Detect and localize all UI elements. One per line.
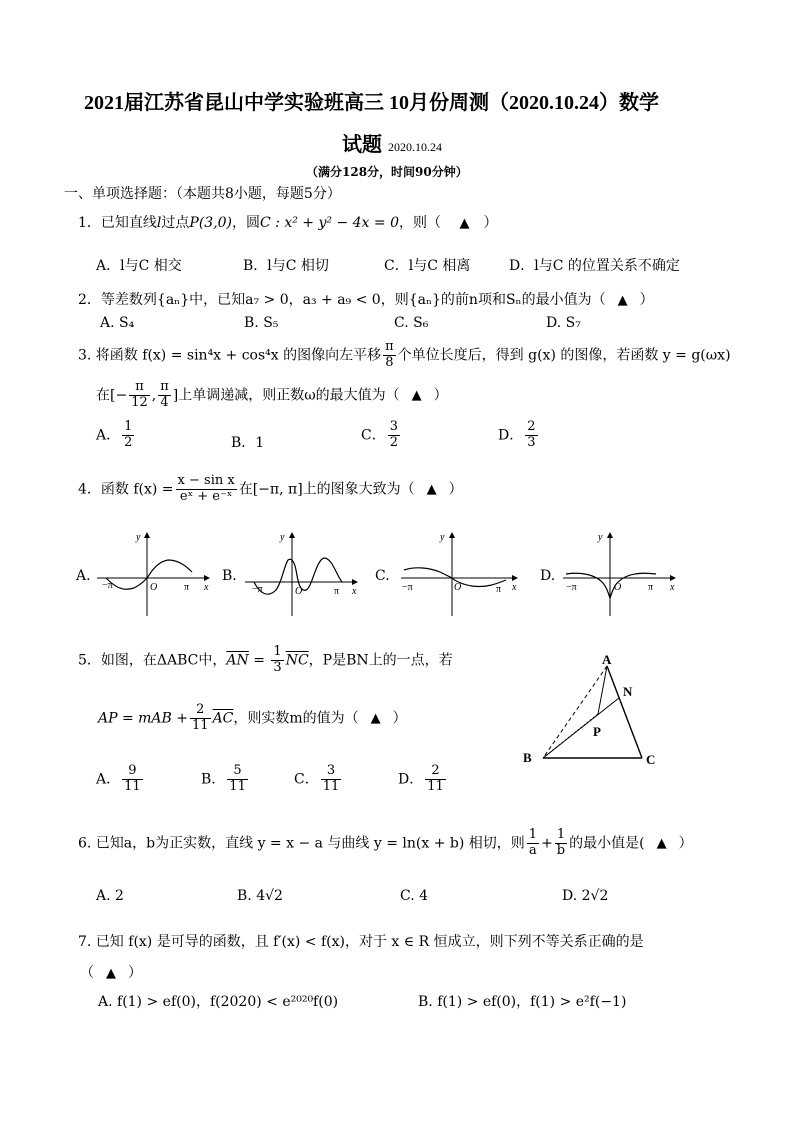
svg-text:O: O — [150, 582, 158, 593]
question-6-option-b: B. 4√2 — [237, 888, 283, 904]
svg-text:O: O — [454, 582, 462, 593]
svg-text:O: O — [614, 582, 622, 593]
question-5-option-c: C． $\frac{3}{11}$ — [294, 763, 340, 794]
svg-text:B: B — [523, 750, 532, 765]
graph-b — [240, 530, 360, 620]
question-6-stem: 6. 已知a，b为正实数，直线 y = x − a 与曲线 y = ln(x + b) 相切，则 $\frac{1}{a}$ + $\frac{1}{b}$ 的最小值是( ▲ ） — [78, 827, 693, 858]
svg-text:y: y — [440, 532, 445, 543]
question-7-stem: 7. 已知 f(x) 是可导的函数，且 f′(x) < f(x)，对于 x ∈ R 恒成立，则下列不等关系正确的是 — [78, 934, 644, 950]
answer-mark: ▲ — [106, 966, 116, 981]
graph-label-d: D. — [540, 568, 556, 584]
answer-mark: ▲ — [411, 388, 422, 404]
question-2-option-d: D. S₇ — [546, 315, 581, 331]
answer-mark: ▲ — [459, 216, 470, 231]
question-2-stem: 2．等差数列{aₙ}中，已知a₇ > 0，a₃ + a₉ < 0，则{aₙ}的前n项和Sₙ的最小值为（ ▲ ） — [78, 292, 654, 308]
question-1-option-d: D．l与C 的位置关系不确定 — [509, 258, 680, 274]
question-2-option-a: A. S₄ — [100, 315, 135, 331]
answer-mark: ▲ — [617, 293, 628, 308]
question-6-option-c: C. 4 — [400, 888, 429, 904]
svg-text:π: π — [334, 586, 340, 597]
question-6-option-d: D. 2√2 — [562, 888, 609, 904]
svg-text:y: y — [280, 532, 285, 543]
question-3-line-2: 在[− $\frac{\pi}{12}$ , $\frac{\pi}{4}$ ]上单调递减，则正数ω的最大值为（ ▲ ） — [96, 379, 448, 410]
answer-mark: ▲ — [370, 711, 381, 727]
page-title — [84, 86, 659, 115]
question-6-option-a: A. 2 — [96, 888, 124, 904]
svg-text:x: x — [670, 582, 675, 593]
svg-text:O: O — [295, 586, 303, 597]
answer-mark: ▲ — [656, 836, 667, 852]
question-3-option-d: D． $\frac{2}{3}$ — [498, 419, 536, 450]
question-1-stem: 1．已知直线l过点P(3,0)，圆C : x² + y² − 4x = 0，则（ ▲ ） — [78, 215, 498, 231]
triangle-figure — [518, 650, 668, 770]
svg-text:A: A — [602, 652, 612, 667]
svg-text:y: y — [136, 532, 141, 543]
svg-text:π: π — [496, 584, 502, 595]
question-3-option-a: A． $\frac{1}{2}$ — [96, 419, 133, 450]
graph-label-c: C. — [375, 568, 390, 584]
question-5-option-a: A． $\frac{9}{11}$ — [96, 763, 141, 794]
question-5-line-2: AP = mAB + $\frac{2}{11}$ $\overline{AC}$，则实数m的值为（ ▲ ） — [98, 702, 407, 733]
question-2-option-b: B. S₅ — [244, 315, 279, 331]
question-5-option-b: B． $\frac{5}{11}$ — [201, 763, 246, 794]
svg-text:x: x — [352, 586, 357, 597]
graph-label-b: B. — [222, 568, 237, 584]
question-5-stem: 5．如图，在ΔABC中，$\overline{AN}$ = $\frac{1}{3}$ $\overline{NC}$，P是BN上的一点，若 — [78, 644, 453, 675]
question-7-option-b: B. f(1) > ef(0)，f(1) > e²f(−1) — [418, 994, 627, 1010]
question-1-option-a: A．l与C 相交 — [96, 258, 182, 274]
svg-text:x: x — [204, 582, 209, 593]
question-3-option-c: C． $\frac{3}{2}$ — [361, 419, 398, 450]
title-line-1: 2021届江苏省昆山中学实验班高三 10月份周测（2020.10.24）数学 — [84, 92, 659, 114]
question-3-option-b: B．1 — [231, 435, 265, 451]
graph-a — [92, 530, 212, 620]
question-4-stem: 4．函数 f(x) = $\frac{\text{x − sin x}}{\text{eˣ + e⁻ˣ}}$ 在[−π, π]上的图象大致为（ ▲ ） — [78, 473, 463, 504]
title-date: 2020.10.24 — [388, 140, 442, 154]
question-5-option-d: D． $\frac{2}{11}$ — [398, 763, 444, 794]
svg-text:−π: −π — [102, 580, 113, 591]
graph-d — [558, 530, 678, 620]
svg-text:−π: −π — [566, 582, 577, 593]
svg-text:N: N — [623, 684, 633, 699]
svg-text:x: x — [512, 582, 517, 593]
question-2-option-c: C. S₆ — [394, 315, 429, 331]
svg-text:y: y — [598, 532, 603, 543]
section-heading: 一、单项选择题：（本题共8小题，每题5分） — [64, 186, 341, 202]
svg-text:−π: −π — [252, 584, 263, 595]
svg-text:P: P — [593, 724, 601, 739]
exam-subtitle: （满分128分，时间90分钟） — [306, 165, 468, 179]
question-3-stem: 3. 将函数 f(x) = sin⁴x + cos⁴x 的图像向左平移 $\frac{\pi}{8}$ 个单位长度后，得到 g(x) 的图像，若函数 y = g(ωx) — [78, 339, 731, 370]
question-7-paren: （ ▲ ） — [80, 965, 142, 981]
page-title-line-2: 试题 2020.10.24 — [342, 134, 442, 156]
svg-text:C: C — [646, 752, 656, 767]
svg-text:π: π — [184, 582, 190, 593]
graph-c — [396, 530, 520, 620]
graph-label-a: A. — [76, 568, 91, 584]
question-1-option-c: C．l与C 相离 — [384, 258, 471, 274]
question-1-option-b: B．l与C 相切 — [243, 258, 329, 274]
question-7-option-a: A. f(1) > ef(0)，f(2020) < e²⁰²⁰f(0) — [98, 994, 339, 1010]
svg-text:−π: −π — [402, 582, 413, 593]
svg-text:π: π — [648, 582, 654, 593]
answer-mark: ▲ — [426, 482, 437, 498]
